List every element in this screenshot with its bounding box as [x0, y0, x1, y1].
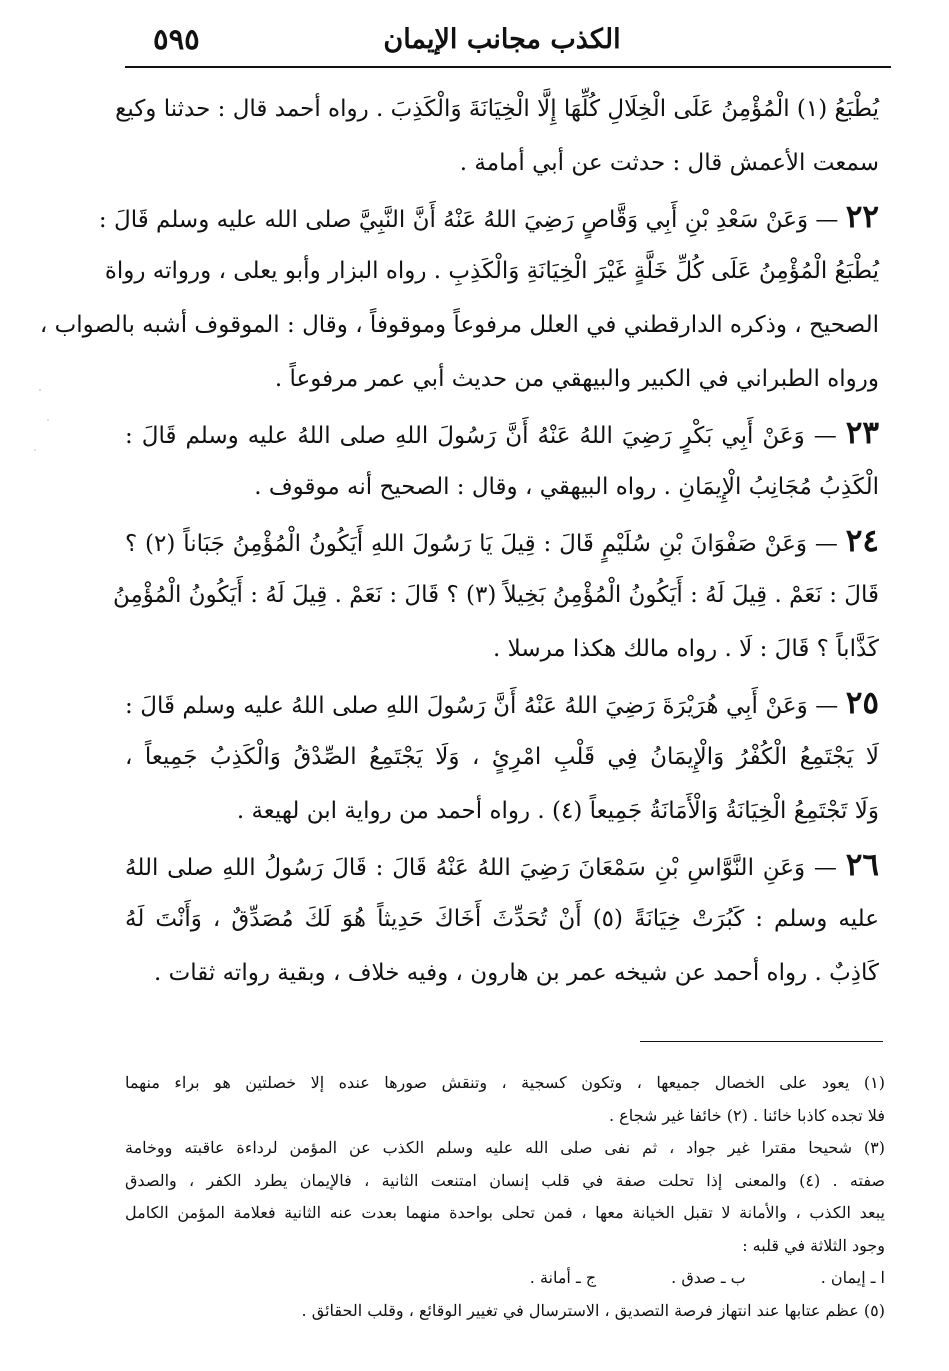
hadith-23 — [125, 406, 879, 514]
text-line: — وَعَنْ أَبِي بَكْرٍ رَضِيَ اللهُ عَنْهُ أَنَّ رَسُولَ اللهِ صلى اللهُ عليه وسلم قَالَ : — [125, 423, 837, 449]
main-text — [39, 82, 880, 1000]
running-title: الكذب مجانب الإيمان — [383, 24, 621, 55]
hadith-24 — [112, 514, 880, 676]
hadith-number: ٢٣ — [845, 415, 880, 451]
footnote-line: (٣) شحيحا مقترا غير جواد ، ثم نفى صلى الله عليه وسلم الكذب عن المؤمن لرداءة عاقبته ووخامة — [125, 1138, 886, 1157]
text-line: عليه وسلم : كَبُرَتْ خِيَانَةً (٥) أَنْ تُحَدِّثَ أَخَاكَ حَدِيثاً هُوَ لَكَ مُصَدِّقٌ ، وَأَنْتَ لَهُ — [125, 906, 879, 932]
footnote-line: يبعد الكذب ، والأمانة لا تقبل الخيانة معها ، فمن تحلى بواحدة منهما بعدت عنه الثانية فعلامة المؤمن الكامل — [125, 1203, 885, 1222]
hadith-number: ٢٢ — [845, 199, 879, 235]
hadith-22 — [39, 190, 879, 406]
text-line: — وَعَنْ سَعْدِ بْنِ أَبِي وَقَّاصٍ رَضِيَ اللهُ عَنْهُ أَنَّ النَّبِيَّ صلى الله عليه وسلم قَالَ : — [98, 207, 839, 233]
text-line: — وَعَنْ صَفْوَانَ بْنِ سُلَيْمٍ قَالَ : قِيلَ يَا رَسُولَ اللهِ أَيَكُونُ الْمُؤْمِنُ جَبَاناً (٢) ؟ — [125, 531, 838, 557]
hadith-26 — [125, 838, 879, 1000]
hadith-25 — [125, 676, 879, 838]
text-line: — وَعَنِ النَّوَّاسِ بْنِ سَمْعَانَ رَضِيَ اللهُ عَنْهُ قَالَ : قَالَ رَسُولُ اللهِ صلى اللهُ — [125, 855, 837, 881]
text-line: الْكَذِبُ مُجَانِبُ الْإِيمَانِ . رواه البيهقي ، وقال : الصحيح أنه موقوف . — [254, 474, 879, 500]
hadith-number: ٢٦ — [845, 847, 879, 883]
text-line: الصحيح ، وذكره الدارقطني في العلل مرفوعاً وموقوفاً ، وقال : الموقوف أشبه بالصواب ، — [39, 312, 879, 338]
footnote-list-item: ج ـ أمانة . — [529, 1268, 597, 1287]
text-line: — وَعَنْ أَبِي هُرَيْرَةَ رَضِيَ اللهُ عَنْهُ أَنَّ رَسُولَ اللهِ صلى اللهُ عليه وسلم قَالَ : — [125, 693, 839, 719]
footnote-line: (١) يعود على الخصال جميعها ، وتكون كسجية ، وتنقش صورها عنده إلا خصلتين هو براء منهما — [125, 1073, 885, 1092]
text-line: كَذَّاباً ؟ قَالَ : لَا . رواه مالك هكذا مرسلا . — [492, 636, 879, 662]
footnote-list-item: ب ـ صدق . — [671, 1268, 746, 1287]
header-rule — [125, 66, 891, 68]
text-line: يُطْبَعُ الْمُؤْمِنُ عَلَى كُلِّ خَلَّةٍ غَيْرَ الْخِيَانَةِ وَالْكَذِبِ . رواه البزار وأبو يعلى ، ورواته رواة — [104, 258, 879, 284]
scan-margin-smudge — [0, 360, 60, 480]
text-line: قَالَ : نَعَمْ . قِيلَ لَهُ : أَيَكُونُ الْمُؤْمِنُ بَخِيلاً (٣) ؟ قَالَ : نَعَمْ . قِيلَ لَهُ : أَيَكُونُ الْمُؤْمِنُ — [112, 582, 879, 608]
text-line: وَلَا تَجْتَمِعُ الْخِيَانَةُ وَالْأَمَانَةُ جَمِيعاً (٤) . رواه أحمد من رواية ابن لهيعة . — [236, 798, 879, 824]
footnote-list-item: ا ـ إيمان . — [820, 1268, 885, 1287]
text-line: سمعت الأعمش قال : حدثت عن أبي أمامة . — [459, 150, 879, 176]
footnote-separator — [640, 1041, 883, 1042]
text-line: كَاذِبٌ . رواه أحمد عن شيخه عمر بن هارون ، وفيه خلاف ، وبقية رواته ثقات . — [153, 960, 879, 986]
text-line: يُطْبَعُ (١) الْمُؤْمِنُ عَلَى الْخِلَالِ كُلِّهَا إِلَّا الْخِيَانَةَ وَالْكَذِبَ . رواه أحمد قال : حدثنا وكيع — [115, 96, 879, 122]
hadith-number: ٢٤ — [845, 523, 880, 559]
footnote-line: وجود الثلاثة في قلبه : — [742, 1235, 885, 1255]
page-number: ٥٩٥ — [153, 22, 200, 56]
text-line: ورواه الطبراني في الكبير والبيهقي من حديث أبي عمر مرفوعاً . — [274, 366, 879, 392]
text-line: لَا يَجْتَمِعُ الْكُفْرُ وَالْإِيمَانُ فِي قَلْبِ امْرِئٍ ، وَلَا يَجْتَمِعُ الصِّدْقُ وَالْكَذِبُ جَمِيعاً ، — [125, 744, 879, 770]
footnote-line: (٥) عظم عتابها عند انتهاز فرصة التصديق ، الاسترسال في تغيير الوقائع ، وقلب الحقائق . — [301, 1300, 885, 1320]
paragraph-continuation — [115, 82, 879, 190]
footnote-list — [125, 1262, 885, 1295]
footnotes — [125, 1067, 885, 1327]
running-header — [125, 14, 879, 66]
hadith-number: ٢٥ — [845, 685, 879, 721]
footnote-line: فلا تجده كاذبا خائنا . (٢) خائفا غير شجاع . — [608, 1105, 885, 1125]
footnote-line: صفته . (٤) والمعنى إذا تحلت صفة في قلب إنسان امتنعت الثانية ، فالإيمان يطرد الكفر ، والصدق — [125, 1170, 886, 1190]
